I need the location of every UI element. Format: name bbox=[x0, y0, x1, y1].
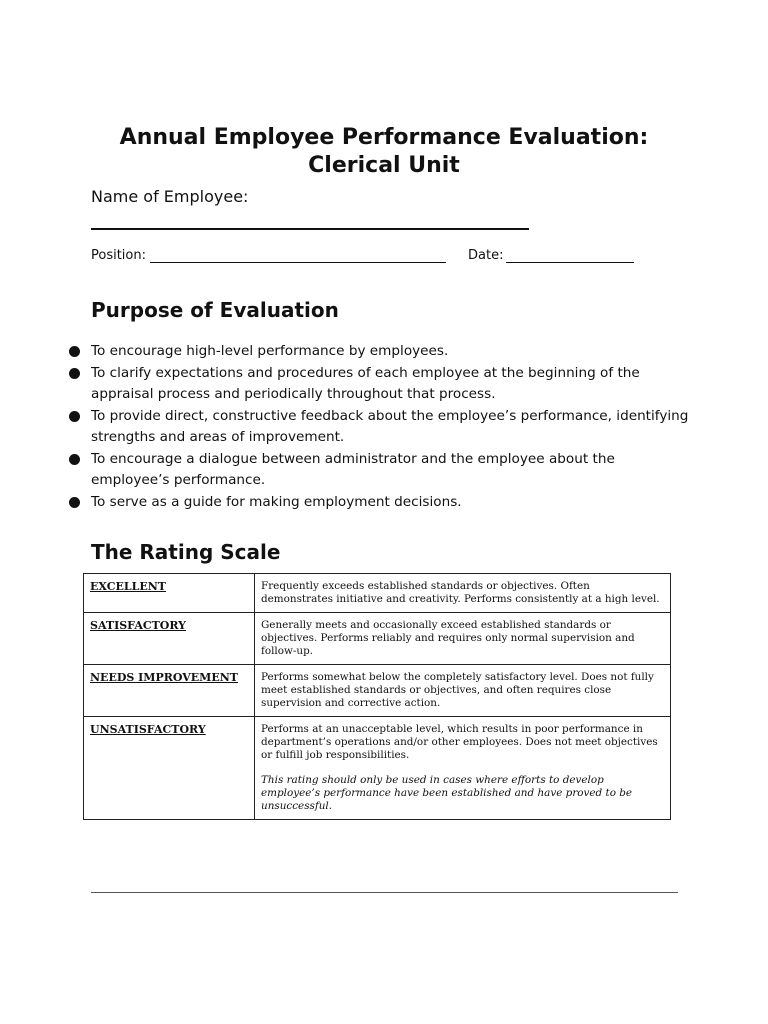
purpose-list bbox=[69, 341, 689, 513]
date-blank[interactable] bbox=[506, 262, 634, 263]
rating-term: SATISFACTORY bbox=[84, 613, 255, 665]
employee-name-label: Name of Employee: bbox=[91, 187, 249, 206]
title-line-1: Annual Employee Performance Evaluation: bbox=[119, 125, 649, 150]
table-row bbox=[84, 613, 671, 665]
rating-description: Frequently exceeds established standards or objectives. Often demonstrates initiative and creativity. Performs consistently at a high level. bbox=[255, 574, 671, 613]
page-title bbox=[0, 124, 768, 180]
rating-term: UNSATISFACTORY bbox=[84, 717, 255, 820]
rating-description: Performs at an unacceptable level, which results in poor performance in department’s operations and/or other employees. Does not meet objectives or fulfill job responsibilities. bbox=[261, 723, 658, 761]
employee-name-blank[interactable] bbox=[91, 228, 529, 230]
purpose-item-text: To encourage high-level performance by employees. bbox=[91, 343, 449, 359]
position-blank[interactable] bbox=[150, 262, 446, 263]
table-row bbox=[84, 717, 671, 820]
list-item bbox=[69, 449, 689, 492]
purpose-heading: Purpose of Evaluation bbox=[91, 298, 339, 322]
bullet-icon bbox=[69, 411, 80, 422]
rating-scale-table bbox=[83, 573, 671, 820]
position-label: Position: bbox=[91, 248, 146, 263]
list-item bbox=[69, 363, 689, 406]
purpose-item-text: To provide direct, constructive feedback about the employee’s performance, identifying strengths and areas of improvement. bbox=[91, 407, 689, 445]
rating-scale-heading: The Rating Scale bbox=[91, 540, 281, 564]
title-line-2: Clerical Unit bbox=[308, 153, 460, 178]
table-row bbox=[84, 574, 671, 613]
rating-description: Performs somewhat below the completely satisfactory level. Does not fully meet established standards or objectives, and often requires close supervision and corrective action. bbox=[255, 665, 671, 717]
list-item bbox=[69, 406, 689, 449]
bullet-icon bbox=[69, 346, 80, 357]
bullet-icon bbox=[69, 368, 80, 379]
footer-divider bbox=[91, 892, 678, 893]
rating-term: EXCELLENT bbox=[84, 574, 255, 613]
purpose-item-text: To serve as a guide for making employment decisions. bbox=[91, 493, 462, 510]
purpose-item-text: To encourage a dialogue between administrator and the employee about the employee’s performance. bbox=[91, 450, 615, 488]
date-label: Date: bbox=[468, 248, 504, 263]
list-item bbox=[69, 341, 689, 363]
rating-description: Generally meets and occasionally exceed established standards or objectives. Performs reliably and requires only normal supervision and follow-up. bbox=[255, 613, 671, 665]
rating-note: This rating should only be used in cases where efforts to develop employee’s performance have been established and have proved to be unsuccessful. bbox=[261, 774, 633, 812]
table-row bbox=[84, 665, 671, 717]
purpose-item-text: To clarify expectations and procedures of each employee at the beginning of the appraisal process and periodically throughout that process. bbox=[91, 364, 640, 402]
list-item bbox=[69, 492, 689, 514]
rating-description-cell bbox=[255, 717, 671, 820]
bullet-icon bbox=[69, 497, 80, 508]
bullet-icon bbox=[69, 454, 80, 465]
rating-term: NEEDS IMPROVEMENT bbox=[84, 665, 255, 717]
